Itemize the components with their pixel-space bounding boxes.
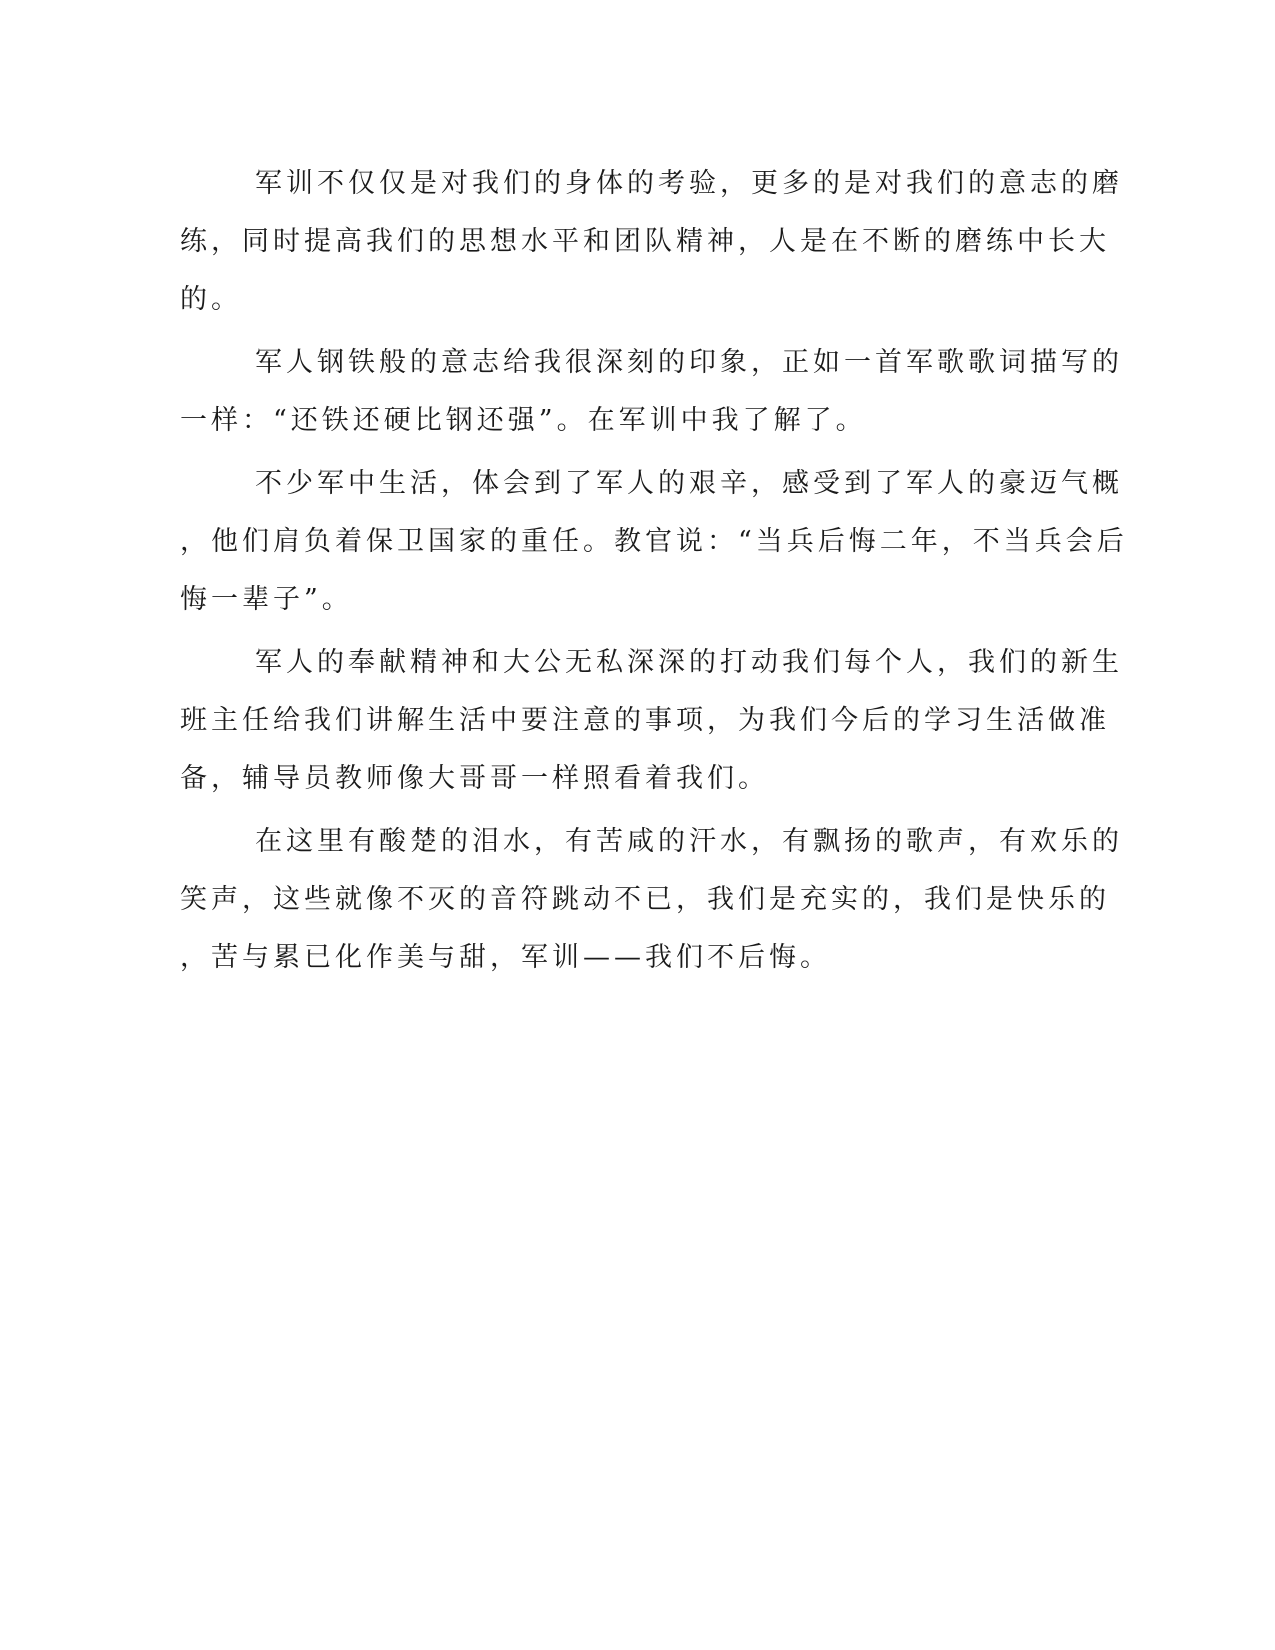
paragraph-line: 练，同时提高我们的思想水平和团队精神，人是在不断的磨练中长大 xyxy=(180,226,1110,257)
paragraph-3 xyxy=(180,455,1128,629)
paragraph-line: 军训不仅仅是对我们的身体的考验，更多的是对我们的意志的磨 xyxy=(255,168,1123,199)
paragraph-line: 备，辅导员教师像大哥哥一样照看着我们。 xyxy=(180,763,769,794)
paragraph-line: 在这里有酸楚的泪水，有苦咸的汗水，有飘扬的歌声，有欢乐的 xyxy=(255,826,1123,857)
paragraph-line: ，苦与累已化作美与甜，军训——我们不后悔。 xyxy=(180,942,831,973)
paragraph-line: 不少军中生活，体会到了军人的艰辛，感受到了军人的豪迈气概 xyxy=(255,468,1123,499)
paragraph-line: 军人钢铁般的意志给我很深刻的印象，正如一首军歌歌词描写的 xyxy=(255,347,1123,378)
paragraph-2 xyxy=(180,334,1123,450)
paragraph-5 xyxy=(180,813,1123,987)
paragraph-line: 的。 xyxy=(180,284,242,315)
paragraph-line: 班主任给我们讲解生活中要注意的事项，为我们今后的学习生活做准 xyxy=(180,705,1110,736)
paragraph-line: 一样：“还铁还硬比钢还强”。在军训中我了解了。 xyxy=(180,405,867,436)
paragraph-line: 悔一辈子”。 xyxy=(180,584,353,615)
paragraph-1 xyxy=(180,155,1123,329)
document-body xyxy=(180,155,1128,992)
paragraph-line: 笑声，这些就像不灭的音符跳动不已，我们是充实的，我们是快乐的 xyxy=(180,884,1110,915)
paragraph-line: 军人的奉献精神和大公无私深深的打动我们每个人，我们的新生 xyxy=(255,647,1123,678)
paragraph-line: ，他们肩负着保卫国家的重任。教官说：“当兵后悔二年，不当兵会后 xyxy=(180,526,1128,557)
paragraph-4 xyxy=(180,634,1123,808)
